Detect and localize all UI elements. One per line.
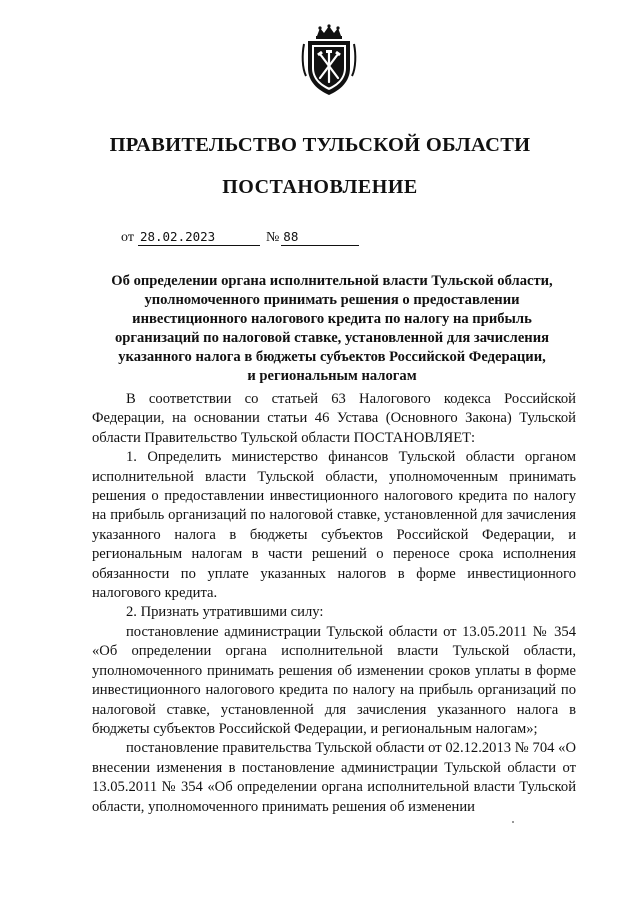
document-type: ПОСТАНОВЛЕНИЕ [222,176,418,198]
preamble-paragraph: В соответствии со статьей 63 Налогового кодекса Российской Федерации, на основании статьи 46 Устава (Основного Закона) Тульской области Правительство Тульской области ПОСТАНОВЛЯЕТ: [92,391,576,446]
heading-line: указанного налога в бюджеты субъектов Российской Федерации, [118,349,546,365]
item-1-paragraph: 1. Определить министерство финансов Тульской области органом исполнительной власти Тульской области, уполномоченным принимать решения о предоставлении инвестиционного налогового кредита по налогу на прибыль организаций по налоговой ставке, установленной для зачисления указанного налога в бюджеты субъектов Российской Федерации, и региональным налогам в части решений о переносе срока исполнения обязанности по уплате указанных налогов в форме инвестиционного налогового кредита. [92,449,576,602]
tula-coat-of-arms-icon [300,24,358,98]
scan-speck [512,821,514,823]
heading-line: инвестиционного налогового кредита по налогу на прибыль [132,311,532,327]
repealed-act-2-paragraph: постановление правительства Тульской области от 02.12.2013 № 704 «О внесении изменения в постановление администрации Тульской области от 13.05.2011 № 354 «Об определении органа исполнительной власти Тульской области, уполномоченного принимать решения об изменении [92,740,576,815]
heading-line: Об определении органа исполнительной власти Тульской области, [111,273,553,289]
government-title: ПРАВИТЕЛЬСТВО ТУЛЬСКОЙ ОБЛАСТИ [109,134,531,156]
item-2-paragraph: 2. Признать утратившими силу: [126,604,324,621]
heading-line: организаций по налоговой ставке, установленной для зачисления [114,330,550,346]
date-label: от [121,230,134,245]
heading-line: уполномоченного принимать решения о предоставлении [144,292,520,308]
document-body [92,390,576,817]
document-number: 88 [281,229,359,246]
repealed-act-1-paragraph: постановление администрации Тульской области от 13.05.2011 № 354 «Об определении органа исполнительной власти Тульской области, уполномоченного принимать решения об изменении сроков уплаты в форме инвестиционного налогового кредита по налогу на прибыль организаций по налоговой ставке, установленной для зачисления указанного налога в бюджеты субъектов Российской Федерации, и региональным налогам»; [92,623,576,737]
number-label: № [265,230,280,245]
document-heading [92,272,572,386]
heading-line: и региональным налогам [247,368,417,384]
document-meta [121,226,359,246]
document-date: 28.02.2023 [138,229,260,246]
